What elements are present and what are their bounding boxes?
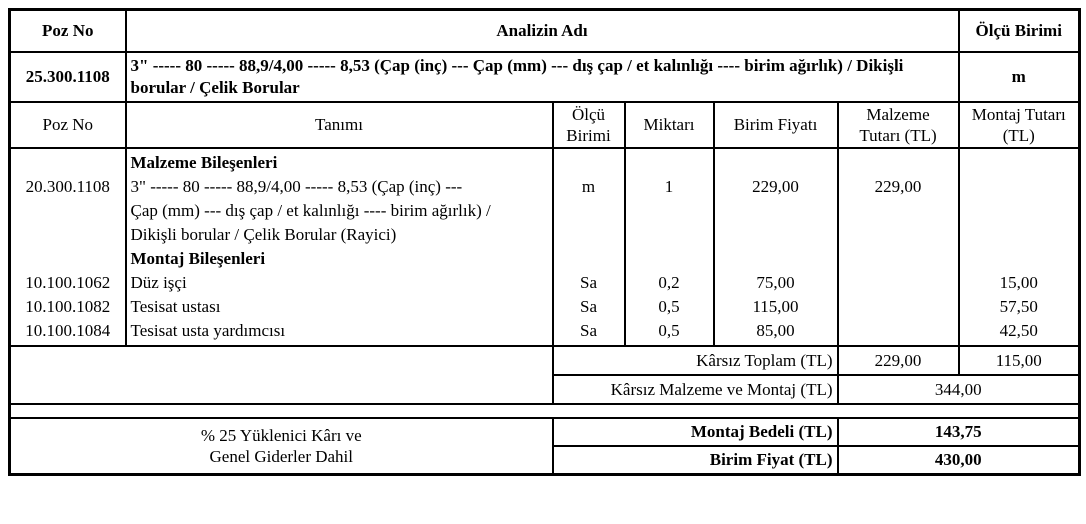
col-header-malzeme-tutari: Malzeme Tutarı (TL): [838, 102, 959, 149]
component-poz: [15, 151, 121, 175]
component-birim-fiyat: 229,00: [752, 177, 799, 196]
karsiz-toplam-label: Kârsız Toplam (TL): [553, 346, 838, 375]
header-row: [10, 10, 1080, 52]
component-section-title: Montaj Bileşenleri: [130, 249, 266, 268]
component-poz: 10.100.1084: [25, 321, 111, 340]
component-olcu: Sa: [580, 273, 597, 292]
totals-empty-cell: [10, 346, 553, 404]
karsiz-toplam-montaj-value: 115,00: [959, 346, 1080, 375]
components-poz-column: [10, 148, 126, 346]
component-olcu: m: [581, 177, 596, 196]
component-montaj: 57,50: [999, 297, 1038, 316]
component-tanim: Dikişli borular / Çelik Borular (Rayici): [130, 225, 397, 244]
components-olcu-column: [553, 148, 625, 346]
karsiz-toplam-row: [10, 346, 1080, 375]
col-header-miktari: Miktarı: [625, 102, 714, 149]
col-header-olcu-birimi: Ölçü Birimi: [553, 102, 625, 149]
birim-fiyat-value: 430,00: [838, 446, 1080, 474]
component-miktar: 1: [664, 177, 674, 196]
component-tanim: Tesisat usta yardımcısı: [130, 321, 286, 340]
component-olcu: Sa: [580, 321, 597, 340]
components-birim-fiyat-column: [714, 148, 838, 346]
component-miktar: 0,5: [658, 297, 680, 316]
component-tanim: Düz işçi: [130, 273, 187, 292]
montaj-bedeli-value: 143,75: [838, 418, 1080, 446]
column-header-row: [10, 102, 1080, 149]
header-analiz-adi: Analizin Adı: [126, 10, 959, 52]
component-poz: [15, 223, 121, 247]
spacer-row: [10, 404, 1080, 418]
components-malzeme-column: [838, 148, 959, 346]
component-poz: 10.100.1062: [25, 273, 111, 292]
components-miktar-column: [625, 148, 714, 346]
component-miktar: 0,5: [658, 321, 680, 340]
profit-note: [10, 418, 553, 474]
header-olcu-birimi: Ölçü Birimi: [959, 10, 1080, 52]
col-header-montaj-tutari: Montaj Tutarı (TL): [959, 102, 1080, 149]
karsiz-malzeme-montaj-value: 344,00: [838, 375, 1080, 404]
montaj-bedeli-row: [10, 418, 1080, 446]
components-tanim-column: [126, 148, 553, 346]
component-olcu: Sa: [580, 297, 597, 316]
component-montaj: 42,50: [999, 321, 1038, 340]
birim-fiyat-label: Birim Fiyat (TL): [553, 446, 838, 474]
montaj-bedeli-label: Montaj Bedeli (TL): [553, 418, 838, 446]
component-poz: [15, 247, 121, 271]
spacer-cell: [10, 404, 1080, 418]
component-malzeme: 229,00: [874, 177, 922, 196]
component-poz: [15, 199, 121, 223]
karsiz-toplam-malzeme-value: 229,00: [838, 346, 959, 375]
component-poz: 10.100.1082: [25, 297, 111, 316]
component-section-title: Malzeme Bileşenleri: [130, 153, 278, 172]
component-birim-fiyat: 85,00: [756, 321, 795, 340]
component-miktar: 0,2: [658, 273, 680, 292]
col-header-birim-fiyati: Birim Fiyatı: [714, 102, 838, 149]
components-row: [10, 148, 1080, 346]
component-tanim: 3" ----- 80 ----- 88,9/4,00 ----- 8,53 (Çap (inç) ---: [130, 177, 463, 196]
component-poz: 20.300.1108: [25, 177, 110, 196]
profit-note-line2: Genel Giderler Dahil: [209, 446, 353, 466]
karsiz-malzeme-montaj-label: Kârsız Malzeme ve Montaj (TL): [553, 375, 838, 404]
component-montaj: 15,00: [999, 273, 1038, 292]
analysis-table: [8, 8, 1081, 476]
col-header-tanimi: Tanımı: [126, 102, 553, 149]
analysis-name: 3" ----- 80 ----- 88,9/4,00 ----- 8,53 (Çap (inç) --- Çap (mm) --- dış çap / et kalınlığı ---- birim ağırlık) / Dikişli borular / Çelik Borular: [126, 52, 959, 102]
header-poz-no: Poz No: [10, 10, 126, 52]
component-tanim: Çap (mm) --- dış çap / et kalınlığı ---- birim ağırlık) /: [130, 201, 491, 220]
component-birim-fiyat: 75,00: [756, 273, 795, 292]
components-montaj-column: [959, 148, 1080, 346]
analysis-code: 25.300.1108: [10, 52, 126, 102]
component-birim-fiyat: 115,00: [752, 297, 799, 316]
analysis-row: [10, 52, 1080, 102]
analysis-unit: m: [959, 52, 1080, 102]
col-header-poz-no: Poz No: [10, 102, 126, 149]
component-tanim: Tesisat ustası: [130, 297, 221, 316]
profit-note-line1: % 25 Yüklenici Kârı ve: [200, 425, 362, 445]
